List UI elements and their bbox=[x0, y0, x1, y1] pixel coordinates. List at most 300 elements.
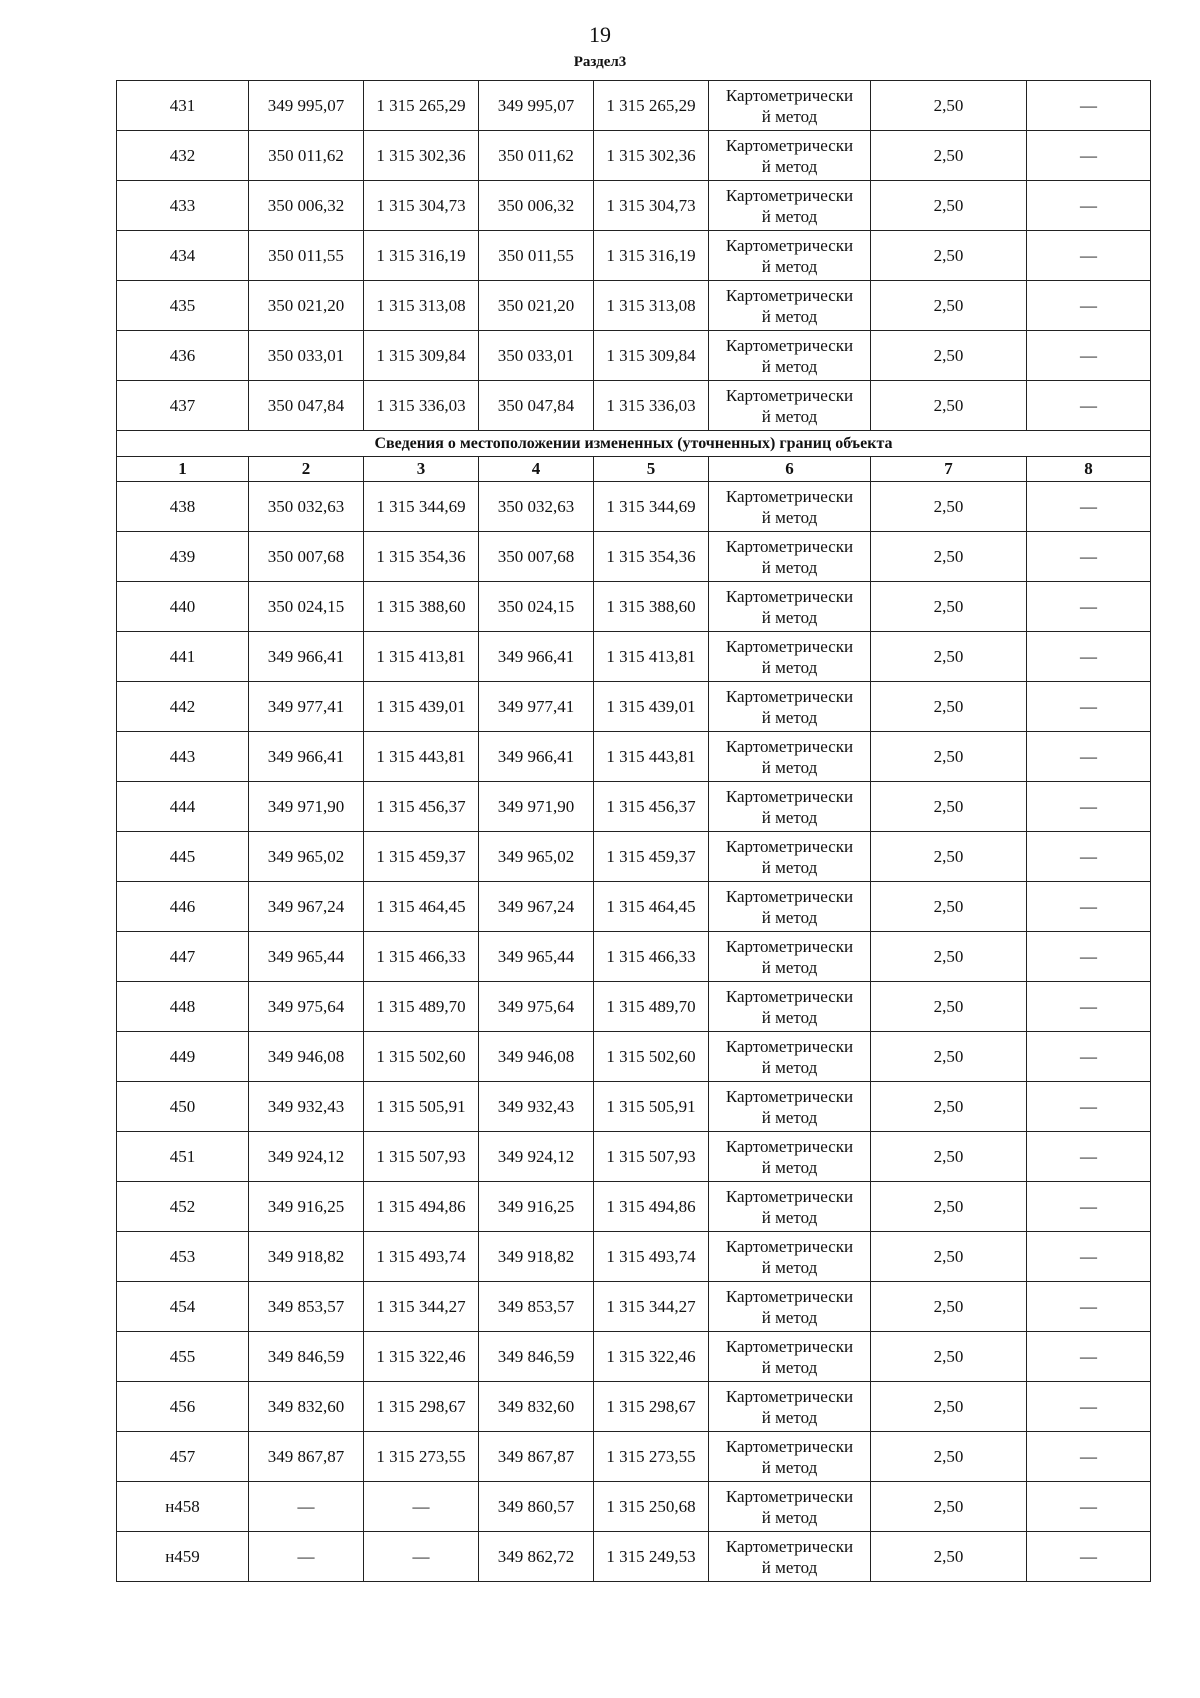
accuracy-cell: 2,50 bbox=[871, 1082, 1027, 1132]
method-cell bbox=[709, 1182, 871, 1232]
description-cell: — bbox=[1027, 682, 1151, 732]
description-cell: — bbox=[1027, 1032, 1151, 1082]
x-new-cell: 350 006,32 bbox=[479, 181, 594, 231]
description-cell: — bbox=[1027, 532, 1151, 582]
description-cell: — bbox=[1027, 381, 1151, 431]
y-new-cell: 1 315 336,03 bbox=[594, 381, 709, 431]
point-number-cell: 445 bbox=[117, 832, 249, 882]
y-new-cell: 1 315 322,46 bbox=[594, 1332, 709, 1382]
y-new-cell: 1 315 316,19 bbox=[594, 231, 709, 281]
description-cell: — bbox=[1027, 1132, 1151, 1182]
method-text-line1: Картометрически bbox=[725, 1086, 854, 1106]
y-old-cell: 1 315 507,93 bbox=[364, 1132, 479, 1182]
method-text-line2: й метод bbox=[761, 1507, 818, 1527]
method-cell bbox=[709, 231, 871, 281]
method-text-line1: Картометрически bbox=[725, 936, 854, 956]
point-number-cell: 439 bbox=[117, 532, 249, 582]
description-cell: — bbox=[1027, 482, 1151, 532]
x-new-cell: 349 832,60 bbox=[479, 1382, 594, 1432]
accuracy-cell: 2,50 bbox=[871, 632, 1027, 682]
x-old-cell: 350 011,55 bbox=[249, 231, 364, 281]
y-old-cell: 1 315 336,03 bbox=[364, 381, 479, 431]
page-number: 19 bbox=[589, 22, 611, 47]
x-old-cell: 349 965,44 bbox=[249, 932, 364, 982]
x-new-cell: 349 867,87 bbox=[479, 1432, 594, 1482]
method-text-line2: й метод bbox=[761, 707, 818, 727]
accuracy-cell: 2,50 bbox=[871, 381, 1027, 431]
method-cell bbox=[709, 832, 871, 882]
description-cell: — bbox=[1027, 782, 1151, 832]
description-cell: — bbox=[1027, 1282, 1151, 1332]
x-old-cell: 349 975,64 bbox=[249, 982, 364, 1032]
table-row bbox=[117, 1182, 1151, 1232]
table-row bbox=[117, 682, 1151, 732]
accuracy-cell: 2,50 bbox=[871, 1132, 1027, 1182]
description-cell: — bbox=[1027, 732, 1151, 782]
y-new-cell: 1 315 443,81 bbox=[594, 732, 709, 782]
method-text-line2: й метод bbox=[761, 1057, 818, 1077]
x-new-cell: 349 860,57 bbox=[479, 1482, 594, 1532]
description-cell: — bbox=[1027, 1432, 1151, 1482]
accuracy-cell: 2,50 bbox=[871, 331, 1027, 381]
point-number-cell: 454 bbox=[117, 1282, 249, 1332]
section-caption-row bbox=[117, 431, 1151, 457]
point-number-cell: 448 bbox=[117, 982, 249, 1032]
method-cell bbox=[709, 932, 871, 982]
method-text-line1: Картометрически bbox=[725, 586, 854, 606]
method-text-line2: й метод bbox=[761, 657, 818, 677]
y-new-cell: 1 315 249,53 bbox=[594, 1532, 709, 1582]
y-new-cell: 1 315 265,29 bbox=[594, 81, 709, 131]
y-old-cell: 1 315 489,70 bbox=[364, 982, 479, 1032]
point-number-cell: 438 bbox=[117, 482, 249, 532]
description-cell: — bbox=[1027, 932, 1151, 982]
y-new-cell: 1 315 494,86 bbox=[594, 1182, 709, 1232]
y-new-cell: 1 315 298,67 bbox=[594, 1382, 709, 1432]
method-text-line2: й метод bbox=[761, 406, 818, 426]
x-old-cell: 350 032,63 bbox=[249, 482, 364, 532]
method-text-line1: Картометрически bbox=[725, 235, 854, 255]
y-old-cell: 1 315 456,37 bbox=[364, 782, 479, 832]
x-new-cell: 349 853,57 bbox=[479, 1282, 594, 1332]
x-old-cell: 349 966,41 bbox=[249, 732, 364, 782]
y-old-cell: — bbox=[364, 1482, 479, 1532]
method-text-line2: й метод bbox=[761, 206, 818, 226]
x-old-cell: 349 966,41 bbox=[249, 632, 364, 682]
method-text-line1: Картометрически bbox=[725, 285, 854, 305]
y-new-cell: 1 315 354,36 bbox=[594, 532, 709, 582]
y-old-cell: 1 315 502,60 bbox=[364, 1032, 479, 1082]
method-text-line2: й метод bbox=[761, 1107, 818, 1127]
table-row bbox=[117, 381, 1151, 431]
method-cell bbox=[709, 1482, 871, 1532]
x-new-cell: 349 995,07 bbox=[479, 81, 594, 131]
table-row bbox=[117, 732, 1151, 782]
accuracy-cell: 2,50 bbox=[871, 1382, 1027, 1432]
x-new-cell: 349 932,43 bbox=[479, 1082, 594, 1132]
method-cell bbox=[709, 181, 871, 231]
table-row bbox=[117, 482, 1151, 532]
x-old-cell: 350 021,20 bbox=[249, 281, 364, 331]
method-text-line1: Картометрически bbox=[725, 536, 854, 556]
method-text-line2: й метод bbox=[761, 1257, 818, 1277]
point-number-cell: 442 bbox=[117, 682, 249, 732]
column-number: 4 bbox=[479, 457, 594, 482]
method-text-line2: й метод bbox=[761, 1557, 818, 1577]
y-old-cell: 1 315 344,27 bbox=[364, 1282, 479, 1332]
method-cell bbox=[709, 1382, 871, 1432]
y-old-cell: 1 315 466,33 bbox=[364, 932, 479, 982]
point-number-cell: 452 bbox=[117, 1182, 249, 1232]
accuracy-cell: 2,50 bbox=[871, 1332, 1027, 1382]
x-new-cell: 349 862,72 bbox=[479, 1532, 594, 1582]
x-new-cell: 349 916,25 bbox=[479, 1182, 594, 1232]
y-new-cell: 1 315 439,01 bbox=[594, 682, 709, 732]
point-number-cell: 457 bbox=[117, 1432, 249, 1482]
column-number: 3 bbox=[364, 457, 479, 482]
column-number: 5 bbox=[594, 457, 709, 482]
accuracy-cell: 2,50 bbox=[871, 482, 1027, 532]
method-cell bbox=[709, 1232, 871, 1282]
x-new-cell: 349 971,90 bbox=[479, 782, 594, 832]
table-row bbox=[117, 131, 1151, 181]
table-row bbox=[117, 982, 1151, 1032]
method-text-line1: Картометрически bbox=[725, 486, 854, 506]
accuracy-cell: 2,50 bbox=[871, 231, 1027, 281]
method-text-line1: Картометрически bbox=[725, 335, 854, 355]
accuracy-cell: 2,50 bbox=[871, 1482, 1027, 1532]
y-old-cell: 1 315 493,74 bbox=[364, 1232, 479, 1282]
x-new-cell: 350 047,84 bbox=[479, 381, 594, 431]
x-old-cell: 349 924,12 bbox=[249, 1132, 364, 1182]
method-text-line1: Картометрически bbox=[725, 1286, 854, 1306]
y-old-cell: 1 315 304,73 bbox=[364, 181, 479, 231]
description-cell: — bbox=[1027, 1532, 1151, 1582]
table-row bbox=[117, 181, 1151, 231]
table-row bbox=[117, 81, 1151, 131]
point-number-cell: 434 bbox=[117, 231, 249, 281]
method-text-line2: й метод bbox=[761, 1307, 818, 1327]
y-old-cell: 1 315 265,29 bbox=[364, 81, 479, 131]
point-number-cell: 449 bbox=[117, 1032, 249, 1082]
column-number: 8 bbox=[1027, 457, 1151, 482]
table-row bbox=[117, 632, 1151, 682]
x-old-cell: 350 024,15 bbox=[249, 582, 364, 632]
section-title: Раздел3 bbox=[573, 54, 627, 70]
point-number-cell: 453 bbox=[117, 1232, 249, 1282]
description-cell: — bbox=[1027, 281, 1151, 331]
accuracy-cell: 2,50 bbox=[871, 832, 1027, 882]
method-cell bbox=[709, 281, 871, 331]
x-new-cell: 349 846,59 bbox=[479, 1332, 594, 1382]
x-old-cell: 349 967,24 bbox=[249, 882, 364, 932]
point-number-cell: 450 bbox=[117, 1082, 249, 1132]
accuracy-cell: 2,50 bbox=[871, 81, 1027, 131]
x-new-cell: 349 966,41 bbox=[479, 632, 594, 682]
x-new-cell: 349 975,64 bbox=[479, 982, 594, 1032]
x-old-cell: 349 977,41 bbox=[249, 682, 364, 732]
x-new-cell: 350 007,68 bbox=[479, 532, 594, 582]
accuracy-cell: 2,50 bbox=[871, 1232, 1027, 1282]
x-old-cell: 349 971,90 bbox=[249, 782, 364, 832]
description-cell: — bbox=[1027, 1482, 1151, 1532]
y-new-cell: 1 315 250,68 bbox=[594, 1482, 709, 1532]
table-row bbox=[117, 782, 1151, 832]
method-cell bbox=[709, 732, 871, 782]
method-text-line1: Картометрически bbox=[725, 686, 854, 706]
method-text-line1: Картометрически bbox=[725, 385, 854, 405]
method-cell bbox=[709, 1282, 871, 1332]
x-old-cell: 349 965,02 bbox=[249, 832, 364, 882]
method-text-line1: Картометрически bbox=[725, 836, 854, 856]
method-text-line2: й метод bbox=[761, 1357, 818, 1377]
x-new-cell: 349 965,02 bbox=[479, 832, 594, 882]
table-row bbox=[117, 1032, 1151, 1082]
method-cell bbox=[709, 882, 871, 932]
point-number-cell: 440 bbox=[117, 582, 249, 632]
x-old-cell: 349 946,08 bbox=[249, 1032, 364, 1082]
point-number-cell: 435 bbox=[117, 281, 249, 331]
table-row bbox=[117, 1232, 1151, 1282]
y-new-cell: 1 315 273,55 bbox=[594, 1432, 709, 1482]
x-old-cell: 350 011,62 bbox=[249, 131, 364, 181]
y-new-cell: 1 315 464,45 bbox=[594, 882, 709, 932]
y-old-cell: 1 315 354,36 bbox=[364, 532, 479, 582]
column-number-row bbox=[117, 457, 1151, 482]
method-text-line1: Картометрически bbox=[725, 135, 854, 155]
y-new-cell: 1 315 502,60 bbox=[594, 1032, 709, 1082]
x-new-cell: 350 021,20 bbox=[479, 281, 594, 331]
y-old-cell: 1 315 443,81 bbox=[364, 732, 479, 782]
y-new-cell: 1 315 466,33 bbox=[594, 932, 709, 982]
method-text-line1: Картометрически bbox=[725, 1486, 854, 1506]
table-row bbox=[117, 1132, 1151, 1182]
point-number-cell: 456 bbox=[117, 1382, 249, 1432]
table-row bbox=[117, 1482, 1151, 1532]
y-old-cell: 1 315 344,69 bbox=[364, 482, 479, 532]
y-old-cell: 1 315 413,81 bbox=[364, 632, 479, 682]
x-old-cell: 349 916,25 bbox=[249, 1182, 364, 1232]
y-old-cell: 1 315 439,01 bbox=[364, 682, 479, 732]
x-new-cell: 349 924,12 bbox=[479, 1132, 594, 1182]
method-cell bbox=[709, 1082, 871, 1132]
accuracy-cell: 2,50 bbox=[871, 732, 1027, 782]
table-section-header bbox=[117, 431, 1151, 482]
method-cell bbox=[709, 482, 871, 532]
y-new-cell: 1 315 313,08 bbox=[594, 281, 709, 331]
method-text-line2: й метод bbox=[761, 1157, 818, 1177]
point-number-cell: н459 bbox=[117, 1532, 249, 1582]
point-number-cell: 436 bbox=[117, 331, 249, 381]
y-old-cell: 1 315 298,67 bbox=[364, 1382, 479, 1432]
y-new-cell: 1 315 309,84 bbox=[594, 331, 709, 381]
column-number: 1 bbox=[117, 457, 249, 482]
y-old-cell: 1 315 505,91 bbox=[364, 1082, 479, 1132]
x-new-cell: 349 966,41 bbox=[479, 732, 594, 782]
table-row bbox=[117, 932, 1151, 982]
point-number-cell: 446 bbox=[117, 882, 249, 932]
method-cell bbox=[709, 532, 871, 582]
coordinates-table bbox=[116, 80, 1151, 1582]
accuracy-cell: 2,50 bbox=[871, 882, 1027, 932]
column-number: 2 bbox=[249, 457, 364, 482]
method-text-line1: Картометрически bbox=[725, 1136, 854, 1156]
table-row bbox=[117, 882, 1151, 932]
x-new-cell: 349 965,44 bbox=[479, 932, 594, 982]
y-old-cell: 1 315 388,60 bbox=[364, 582, 479, 632]
y-old-cell: 1 315 464,45 bbox=[364, 882, 479, 932]
accuracy-cell: 2,50 bbox=[871, 782, 1027, 832]
point-number-cell: 441 bbox=[117, 632, 249, 682]
accuracy-cell: 2,50 bbox=[871, 1432, 1027, 1482]
method-text-line2: й метод bbox=[761, 156, 818, 176]
method-text-line1: Картометрически bbox=[725, 786, 854, 806]
description-cell: — bbox=[1027, 1332, 1151, 1382]
method-cell bbox=[709, 782, 871, 832]
accuracy-cell: 2,50 bbox=[871, 1182, 1027, 1232]
y-new-cell: 1 315 505,91 bbox=[594, 1082, 709, 1132]
method-cell bbox=[709, 632, 871, 682]
point-number-cell: 437 bbox=[117, 381, 249, 431]
y-new-cell: 1 315 489,70 bbox=[594, 982, 709, 1032]
method-cell bbox=[709, 982, 871, 1032]
x-old-cell: 349 832,60 bbox=[249, 1382, 364, 1432]
method-text-line1: Картометрически bbox=[725, 1386, 854, 1406]
table-body-after bbox=[117, 482, 1151, 1582]
method-cell bbox=[709, 381, 871, 431]
point-number-cell: н458 bbox=[117, 1482, 249, 1532]
x-new-cell: 350 033,01 bbox=[479, 331, 594, 381]
method-text-line1: Картометрически bbox=[725, 1336, 854, 1356]
y-new-cell: 1 315 344,27 bbox=[594, 1282, 709, 1332]
y-new-cell: 1 315 507,93 bbox=[594, 1132, 709, 1182]
accuracy-cell: 2,50 bbox=[871, 982, 1027, 1032]
method-text-line1: Картометрически bbox=[725, 1236, 854, 1256]
accuracy-cell: 2,50 bbox=[871, 131, 1027, 181]
method-text-line2: й метод bbox=[761, 356, 818, 376]
table-row bbox=[117, 1532, 1151, 1582]
description-cell: — bbox=[1027, 1182, 1151, 1232]
description-cell: — bbox=[1027, 1082, 1151, 1132]
description-cell: — bbox=[1027, 882, 1151, 932]
y-old-cell: — bbox=[364, 1532, 479, 1582]
x-new-cell: 349 946,08 bbox=[479, 1032, 594, 1082]
y-new-cell: 1 315 413,81 bbox=[594, 632, 709, 682]
method-text-line2: й метод bbox=[761, 607, 818, 627]
x-old-cell: 349 867,87 bbox=[249, 1432, 364, 1482]
description-cell: — bbox=[1027, 1232, 1151, 1282]
accuracy-cell: 2,50 bbox=[871, 281, 1027, 331]
y-old-cell: 1 315 494,86 bbox=[364, 1182, 479, 1232]
point-number-cell: 455 bbox=[117, 1332, 249, 1382]
method-text-line2: й метод bbox=[761, 1457, 818, 1477]
x-old-cell: 350 006,32 bbox=[249, 181, 364, 231]
y-old-cell: 1 315 309,84 bbox=[364, 331, 479, 381]
method-text-line2: й метод bbox=[761, 907, 818, 927]
description-cell: — bbox=[1027, 231, 1151, 281]
description-cell: — bbox=[1027, 632, 1151, 682]
x-new-cell: 349 918,82 bbox=[479, 1232, 594, 1282]
y-new-cell: 1 315 304,73 bbox=[594, 181, 709, 231]
method-text-line1: Картометрически bbox=[725, 1436, 854, 1456]
accuracy-cell: 2,50 bbox=[871, 682, 1027, 732]
method-text-line2: й метод bbox=[761, 306, 818, 326]
method-text-line1: Картометрически bbox=[725, 1036, 854, 1056]
y-old-cell: 1 315 316,19 bbox=[364, 231, 479, 281]
x-new-cell: 350 011,62 bbox=[479, 131, 594, 181]
y-new-cell: 1 315 456,37 bbox=[594, 782, 709, 832]
x-new-cell: 350 024,15 bbox=[479, 582, 594, 632]
accuracy-cell: 2,50 bbox=[871, 932, 1027, 982]
method-text-line2: й метод bbox=[761, 1007, 818, 1027]
method-text-line2: й метод bbox=[761, 857, 818, 877]
x-old-cell: — bbox=[249, 1532, 364, 1582]
accuracy-cell: 2,50 bbox=[871, 1532, 1027, 1582]
table-row bbox=[117, 832, 1151, 882]
method-cell bbox=[709, 1332, 871, 1382]
table-row bbox=[117, 1282, 1151, 1332]
method-cell bbox=[709, 81, 871, 131]
point-number-cell: 444 bbox=[117, 782, 249, 832]
method-text-line1: Картометрически bbox=[725, 85, 854, 105]
method-cell bbox=[709, 1032, 871, 1082]
x-old-cell: 349 853,57 bbox=[249, 1282, 364, 1332]
method-text-line2: й метод bbox=[761, 1407, 818, 1427]
description-cell: — bbox=[1027, 982, 1151, 1032]
accuracy-cell: 2,50 bbox=[871, 582, 1027, 632]
x-old-cell: 350 047,84 bbox=[249, 381, 364, 431]
method-text-line1: Картометрически bbox=[725, 736, 854, 756]
accuracy-cell: 2,50 bbox=[871, 1032, 1027, 1082]
table-row bbox=[117, 1332, 1151, 1382]
column-number: 7 bbox=[871, 457, 1027, 482]
method-cell bbox=[709, 582, 871, 632]
x-new-cell: 349 967,24 bbox=[479, 882, 594, 932]
x-old-cell: 350 033,01 bbox=[249, 331, 364, 381]
point-number-cell: 443 bbox=[117, 732, 249, 782]
y-new-cell: 1 315 459,37 bbox=[594, 832, 709, 882]
method-text-line1: Картометрически bbox=[725, 636, 854, 656]
method-cell bbox=[709, 1532, 871, 1582]
method-text-line1: Картометрически bbox=[725, 986, 854, 1006]
method-text-line2: й метод bbox=[761, 1207, 818, 1227]
description-cell: — bbox=[1027, 832, 1151, 882]
point-number-cell: 433 bbox=[117, 181, 249, 231]
method-text-line2: й метод bbox=[761, 256, 818, 276]
method-text-line2: й метод bbox=[761, 757, 818, 777]
method-cell bbox=[709, 331, 871, 381]
method-text-line1: Картометрически bbox=[725, 1536, 854, 1556]
x-old-cell: 350 007,68 bbox=[249, 532, 364, 582]
description-cell: — bbox=[1027, 181, 1151, 231]
point-number-cell: 431 bbox=[117, 81, 249, 131]
point-number-cell: 451 bbox=[117, 1132, 249, 1182]
description-cell: — bbox=[1027, 81, 1151, 131]
y-old-cell: 1 315 302,36 bbox=[364, 131, 479, 181]
method-cell bbox=[709, 1432, 871, 1482]
description-cell: — bbox=[1027, 1382, 1151, 1432]
method-text-line2: й метод bbox=[761, 957, 818, 977]
point-number-cell: 432 bbox=[117, 131, 249, 181]
method-text-line1: Картометрически bbox=[725, 185, 854, 205]
column-number: 6 bbox=[709, 457, 871, 482]
x-old-cell: 349 918,82 bbox=[249, 1232, 364, 1282]
point-number-cell: 447 bbox=[117, 932, 249, 982]
accuracy-cell: 2,50 bbox=[871, 1282, 1027, 1332]
accuracy-cell: 2,50 bbox=[871, 181, 1027, 231]
y-new-cell: 1 315 344,69 bbox=[594, 482, 709, 532]
table-row bbox=[117, 1382, 1151, 1432]
